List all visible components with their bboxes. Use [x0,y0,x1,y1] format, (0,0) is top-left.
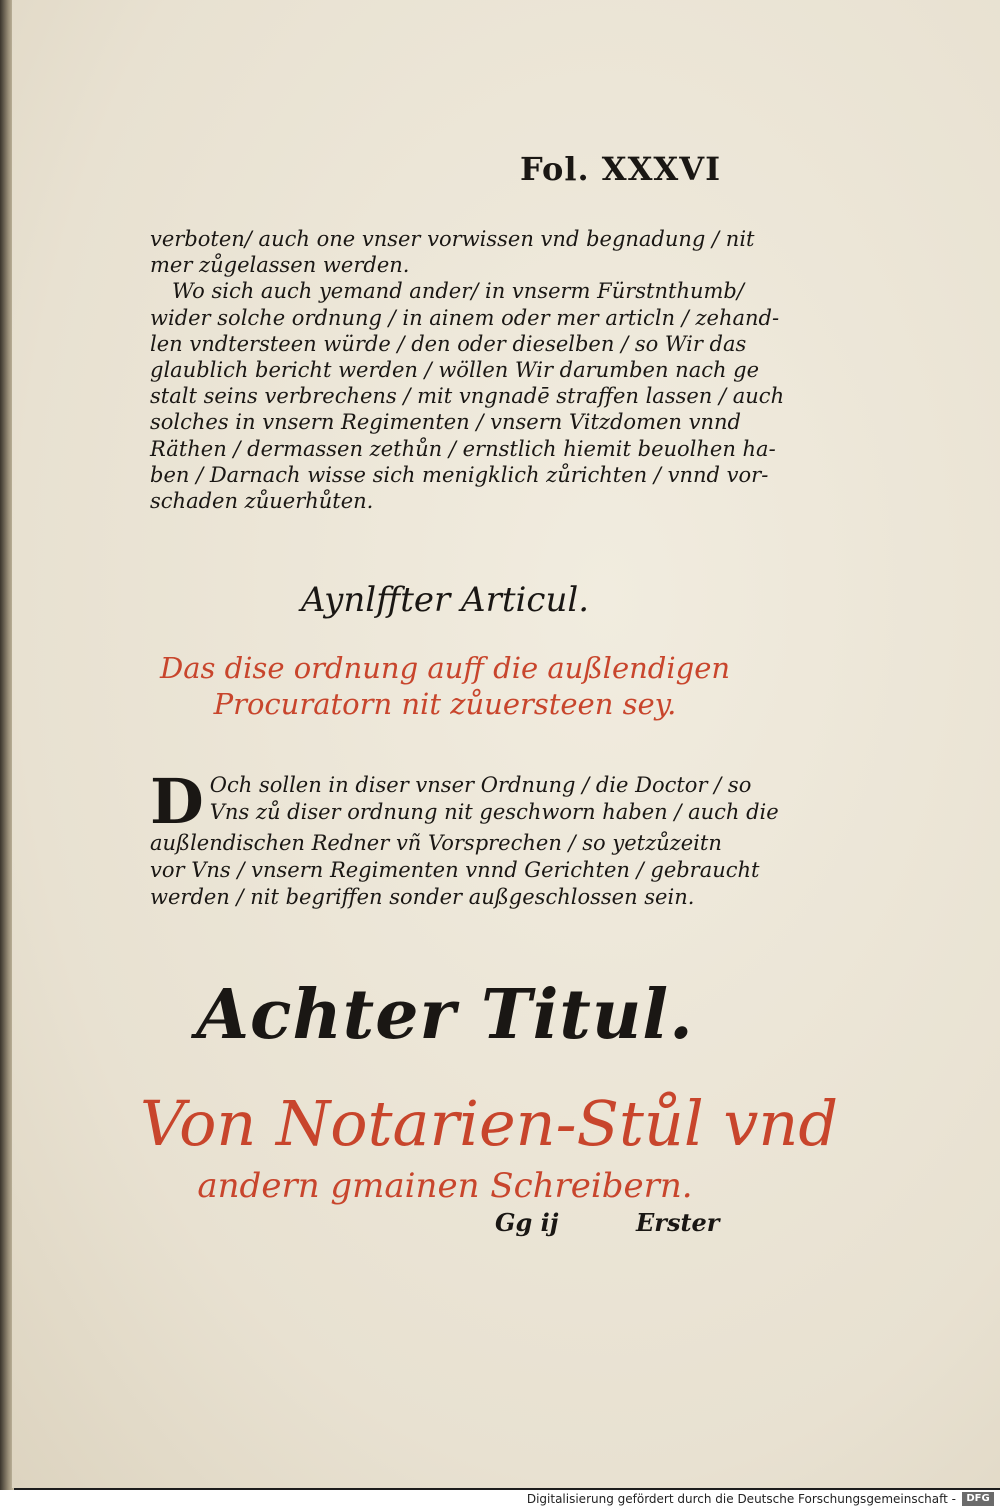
text-line: schaden zůuerhůten. [150,489,374,514]
text-line: vor Vns / vnsern Regimenten vnnd Gerichten / gebraucht [150,857,760,882]
text-line: glaublich bericht werden / wöllen Wir darumben nach ge [150,358,760,383]
text-line: solches in vnsern Regimenten / vnsern Vitzdomen vnnd [150,410,741,435]
rubric-heading-1 [150,650,740,722]
text-line: wider solche ordnung / in ainem oder mer articln / zehand- [150,305,780,330]
catchword: Erster [636,1208,720,1237]
dfg-logo-icon: DFG [962,1492,994,1506]
rubric-line: Procuratorn nit zůuersteen sey. [213,687,677,721]
paragraph-1 [150,226,785,514]
rubric-heading-2-line-1: Von Notarien-Stůl vnd [140,1087,839,1160]
rubric-heading-2-line-2: andern gmainen Schreibern. [197,1166,693,1206]
text-line: stalt seins verbrechens / mit vngnadē straffen lassen / auch [150,384,785,409]
text-line: len vndtersteen würde / den oder dieselben / so Wir das [150,331,747,356]
rubric-line: Das dise ordnung auff die außlendigen [159,651,731,685]
book-page [12,0,1000,1488]
text-line: Och sollen in diser vnser Ordnung / die Doctor / so [209,773,752,797]
text-line: Wo sich auch yemand ander/ in vnserm Fürstnthumb/ [172,279,744,304]
text-line: außlendischen Redner vñ Vorsprechen / so yetzůzeitn [150,831,722,855]
text-line: Räthen / dermassen zethůn / ernstlich hiemit beuolhen ha- [150,436,776,461]
section-title: Achter Titul. [196,975,694,1055]
text-line: verboten/ auch one vnser vorwissen vnd begnadung / nit [150,227,755,251]
text-line: ben / Darnach wisse sich menigklich zůrichten / vnnd vor- [150,462,769,487]
signature-mark: Gg ij [495,1208,559,1237]
folio-number: Fol. XXXVI [520,150,722,188]
text-line: mer zůgelassen werden. [150,253,410,278]
text-line: werden / nit begriffen sonder außgeschlossen sein. [150,884,695,909]
footer-bar [0,1491,1000,1509]
text-line: Vns zů diser ordnung nit geschworn haben / auch die [209,799,779,824]
paragraph-2 [150,765,779,910]
article-heading: Aynlffter Articul. [300,580,590,620]
funding-notice: Digitalisierung gefördert durch die Deutsche Forschungsgemeinschaft - [526,1492,956,1506]
drop-cap-initial: D [150,765,204,838]
